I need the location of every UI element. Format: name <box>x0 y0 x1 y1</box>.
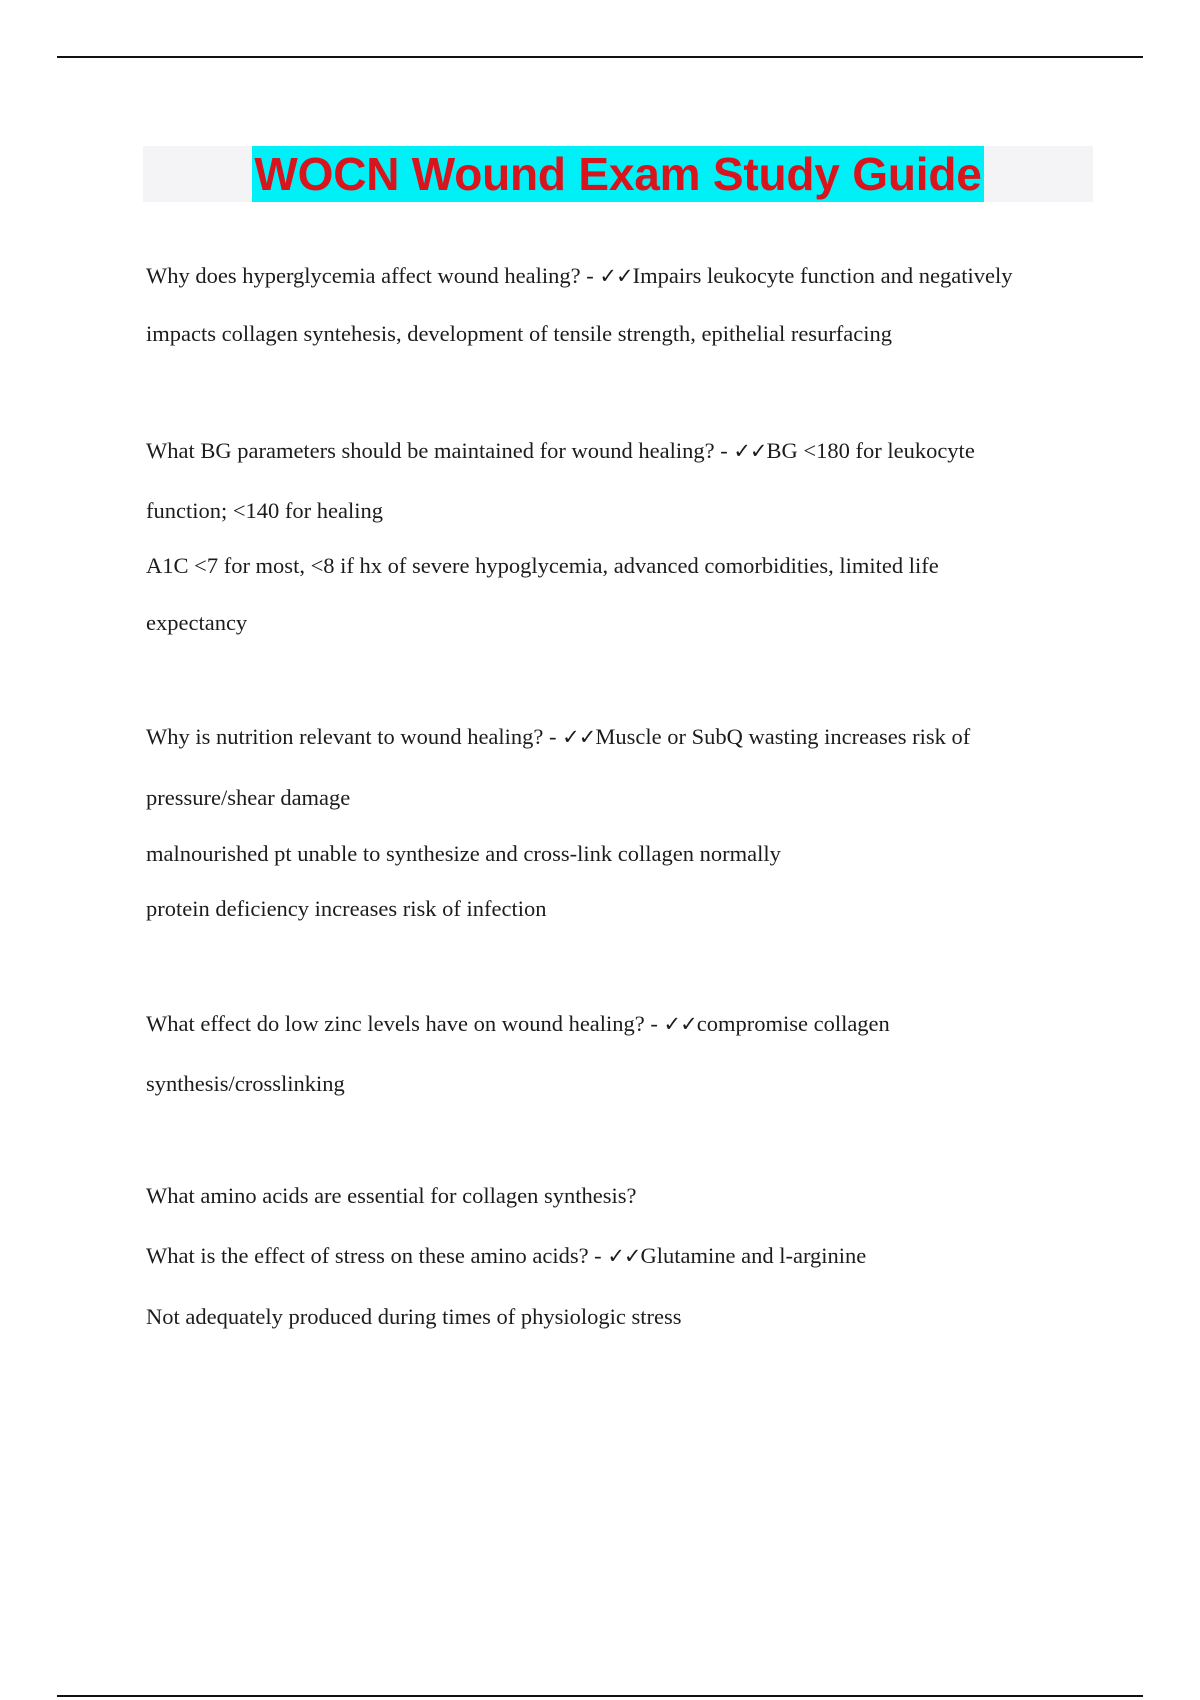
qa-3-question: Why is nutrition relevant to wound healing? - <box>146 724 563 749</box>
qa-2-question: What BG parameters should be maintained for wound healing? - <box>146 438 734 463</box>
qa-1-answer: Impairs leukocyte function and negatively <box>632 263 1013 288</box>
double-check-icon: ✓✓ <box>733 439 767 463</box>
bottom-rule <box>57 1695 1143 1697</box>
qa-1-answer-cont: impacts collagen syntehesis, development of tensile strength, epithelial resurfacing <box>146 321 893 346</box>
qa-1-question: Why does hyperglycemia affect wound healing? - <box>146 263 600 288</box>
qa-2-line-1 <box>146 437 975 465</box>
qa-2-answer-cont: function; <140 for healing <box>146 498 384 523</box>
top-rule <box>57 56 1143 58</box>
double-check-icon: ✓✓ <box>599 264 633 288</box>
qa-3-answer-cont: malnourished pt unable to synthesize and cross-link collagen normally <box>146 841 781 866</box>
title-band <box>143 146 1093 202</box>
double-check-icon: ✓✓ <box>607 1244 641 1268</box>
double-check-icon: ✓✓ <box>663 1012 697 1036</box>
qa-5-line-1 <box>146 1242 866 1270</box>
qa-2-answer-cont: expectancy <box>146 610 248 635</box>
qa-3-line-1 <box>146 723 970 751</box>
qa-2-answer-cont: A1C <7 for most, <8 if hx of severe hypoglycemia, advanced comorbidities, limited life <box>146 553 939 578</box>
qa-5-question-intro: What amino acids are essential for collagen synthesis? <box>146 1183 637 1208</box>
qa-1-line-1 <box>146 262 1012 290</box>
qa-4-answer: compromise collagen <box>696 1011 890 1036</box>
qa-4-question: What effect do low zinc levels have on wound healing? - <box>146 1011 664 1036</box>
page-title: WOCN Wound Exam Study Guide <box>254 148 982 200</box>
qa-3-answer-cont: pressure/shear damage <box>146 785 351 810</box>
qa-5-answer: Glutamine and l-arginine <box>640 1243 867 1268</box>
qa-5-answer-cont: Not adequately produced during times of physiologic stress <box>146 1304 682 1329</box>
qa-3-answer-cont: protein deficiency increases risk of infection <box>146 896 547 921</box>
qa-5-question: What is the effect of stress on these amino acids? - <box>146 1243 608 1268</box>
qa-3-answer: Muscle or SubQ wasting increases risk of <box>595 724 971 749</box>
qa-4-line-1 <box>146 1010 890 1038</box>
qa-2-answer: BG <180 for leukocyte <box>766 438 975 463</box>
double-check-icon: ✓✓ <box>562 725 596 749</box>
qa-4-answer-cont: synthesis/crosslinking <box>146 1071 345 1096</box>
